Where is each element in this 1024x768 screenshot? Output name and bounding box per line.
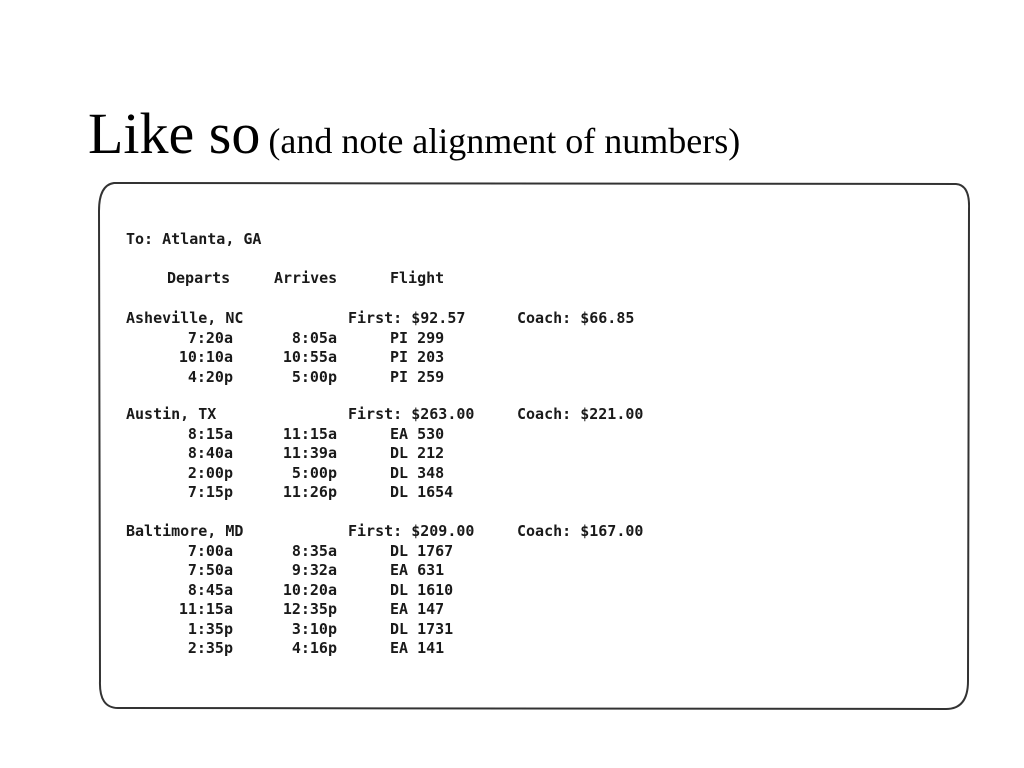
column-headers <box>96 268 970 288</box>
flight-number: PI 259 <box>390 367 445 386</box>
departure-time: 7:15p <box>187 483 233 501</box>
flight-row <box>96 347 970 367</box>
arrival-time: 3:10p <box>291 619 337 638</box>
departure-time: 7:20a <box>187 328 233 347</box>
arrival-time: 4:16p <box>291 639 337 657</box>
flight-row <box>96 599 970 619</box>
arrival-time: 11:26p <box>282 483 337 501</box>
arrival-time: 5:00p <box>291 367 337 386</box>
departure-time: 8:40a <box>187 444 233 462</box>
departure-time: 2:00p <box>187 463 233 482</box>
arrival-time: 10:55a <box>282 348 337 366</box>
flight-row <box>96 580 970 600</box>
flight-number: DL 1654 <box>390 483 454 501</box>
coach-fare: Coach: $167.00 <box>517 522 644 540</box>
city-name: Baltimore, MD <box>126 522 244 540</box>
flight-row <box>96 443 970 463</box>
flight-number: DL 1767 <box>390 541 454 560</box>
city-header <box>96 404 970 424</box>
flight-number: EA 631 <box>390 561 445 579</box>
flight-row <box>96 560 970 580</box>
flight-row <box>96 638 970 658</box>
first-class-fare: First: $92.57 <box>348 309 466 327</box>
flight-row <box>96 424 970 444</box>
first-class-fare: First: $209.00 <box>348 522 475 540</box>
arrival-time: 8:35a <box>291 541 337 560</box>
flight-row <box>96 367 970 387</box>
departure-time: 1:35p <box>187 619 233 638</box>
flight-number: DL 1731 <box>390 619 454 638</box>
departure-time: 4:20p <box>187 367 233 386</box>
flight-number: PI 203 <box>390 348 445 366</box>
arrival-time: 10:20a <box>282 580 337 599</box>
header-arrives: Arrives <box>274 269 338 287</box>
arrival-time: 9:32a <box>291 561 337 579</box>
header-flight: Flight <box>390 269 445 287</box>
flight-row <box>96 328 970 348</box>
arrival-time: 8:05a <box>291 328 337 347</box>
flight-number: EA 530 <box>390 424 445 443</box>
departure-time: 10:10a <box>178 348 233 366</box>
slide-title-subtitle: (and note alignment of numbers) <box>268 121 741 161</box>
city-name: Asheville, NC <box>126 309 244 327</box>
first-class-fare: First: $263.00 <box>348 405 475 423</box>
departure-time: 7:50a <box>187 561 233 579</box>
flight-row <box>96 482 970 502</box>
flight-row <box>96 541 970 561</box>
departure-time: 7:00a <box>187 541 233 560</box>
slide-title-main: Like so <box>88 101 261 166</box>
flight-timetable <box>96 181 970 711</box>
flight-number: EA 147 <box>390 600 445 618</box>
flight-row <box>96 619 970 639</box>
arrival-time: 5:00p <box>291 463 337 482</box>
destination-label: To: Atlanta, GA <box>126 230 262 248</box>
departure-time: 8:45a <box>187 580 233 599</box>
slide-title <box>88 100 740 167</box>
city-name: Austin, TX <box>126 405 217 423</box>
header-departs: Departs <box>167 269 231 287</box>
flight-number: DL 348 <box>390 463 445 482</box>
city-header <box>96 308 970 328</box>
flight-number: EA 141 <box>390 639 445 657</box>
flight-number: DL 212 <box>390 444 445 462</box>
flight-row <box>96 463 970 483</box>
departure-time: 2:35p <box>187 639 233 657</box>
coach-fare: Coach: $66.85 <box>517 309 635 327</box>
departure-time: 11:15a <box>178 600 233 618</box>
arrival-time: 11:39a <box>282 444 337 462</box>
scanned-timetable <box>96 181 970 711</box>
flight-number: PI 299 <box>390 328 445 347</box>
city-header <box>96 521 970 541</box>
arrival-time: 12:35p <box>282 600 337 618</box>
coach-fare: Coach: $221.00 <box>517 405 644 423</box>
flight-number: DL 1610 <box>390 580 454 599</box>
departure-time: 8:15a <box>187 424 233 443</box>
arrival-time: 11:15a <box>282 424 337 443</box>
